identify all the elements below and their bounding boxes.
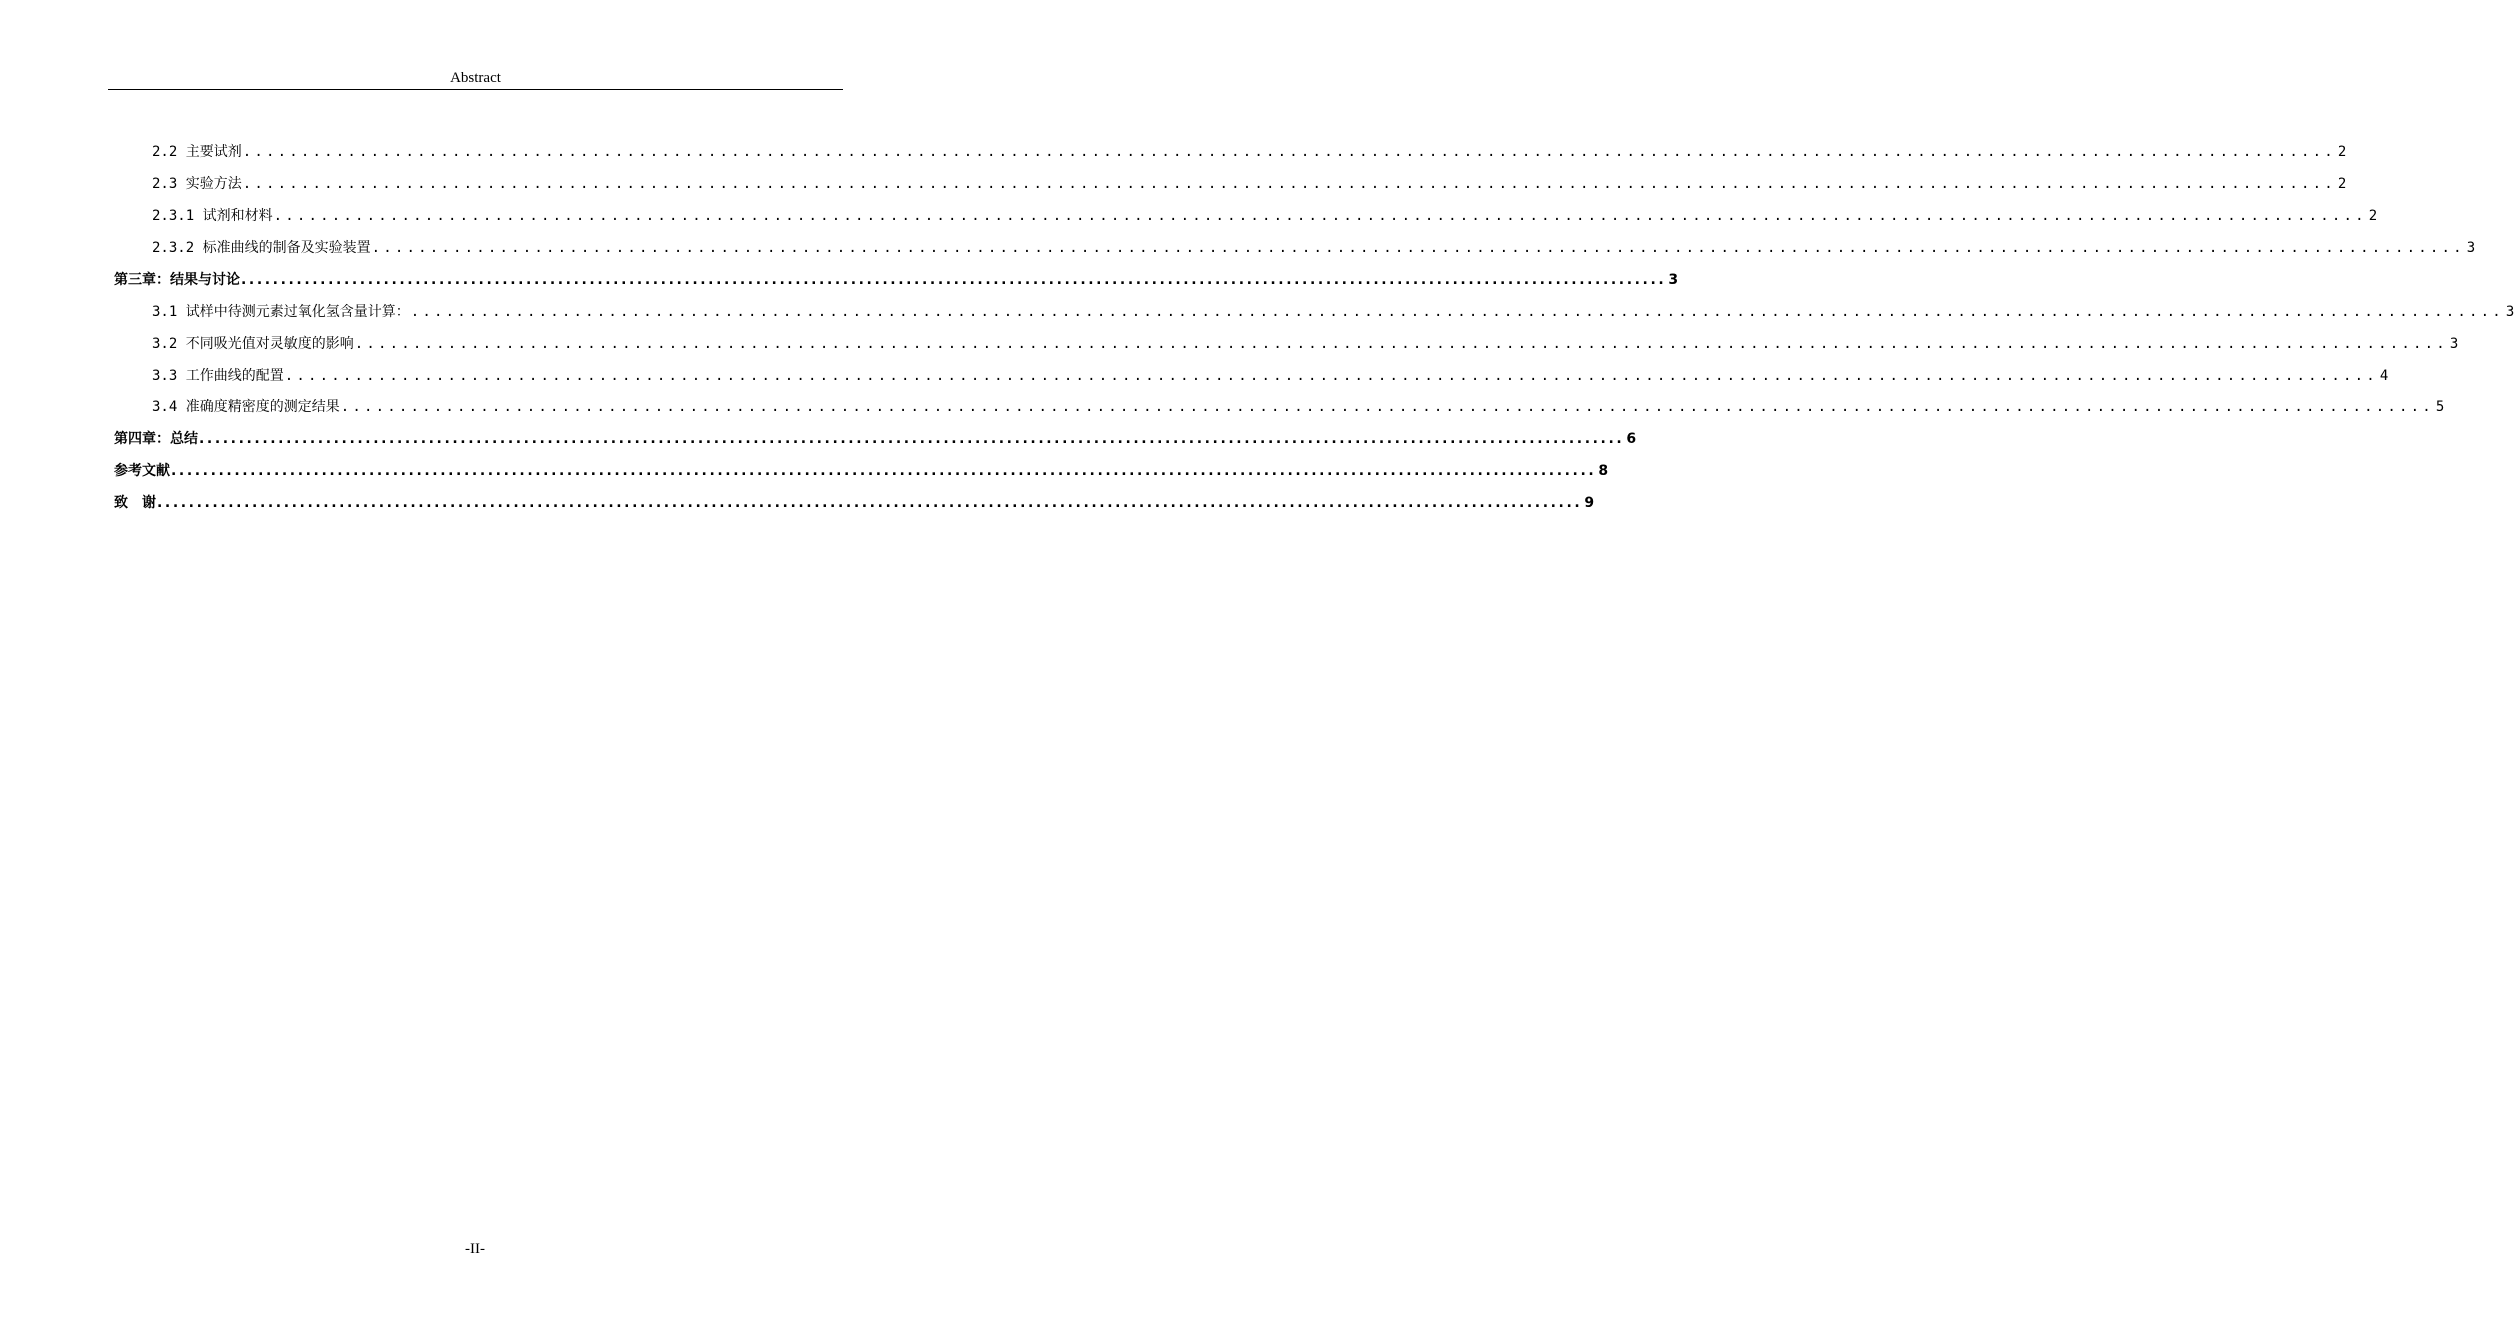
toc-entry-chapter-3[interactable] — [114, 269, 1679, 289]
page-header — [108, 70, 843, 90]
toc-entry-label: 2.3.1 试剂和材料 — [152, 208, 273, 224]
toc-entry-page: 6 — [1626, 431, 1637, 447]
toc-leader-dots: .................................................................................................................................................................................... — [340, 399, 2434, 415]
toc-leader-dots: .................................................................................................................................................................................... — [273, 208, 2367, 224]
toc-entry-label: 2.3.2 标准曲线的制备及实验装置 — [152, 240, 371, 256]
toc-entry-3-2[interactable] — [152, 333, 2459, 353]
toc-entry-page: 3 — [2449, 336, 2459, 352]
toc-entry-page: 3 — [2466, 240, 2476, 256]
toc-entry-page: 5 — [2435, 399, 2445, 415]
toc-entry-2-3-1[interactable] — [152, 205, 2378, 225]
toc-entry-page: 2 — [2368, 208, 2378, 224]
toc-leader-dots: .................................................................................................................................................................................... — [157, 495, 1583, 511]
toc-entry-page: 9 — [1584, 495, 1595, 511]
toc-entry-label: 第三章：结果与讨论 — [114, 272, 240, 288]
toc-entry-2-3[interactable] — [152, 173, 2347, 193]
toc-entry-label: 2.3 实验方法 — [152, 176, 242, 192]
page-number: -II- — [465, 1241, 485, 1257]
toc-leader-dots: .................................................................................................................................................................................... — [241, 272, 1667, 288]
toc-leader-dots: .................................................................................................................................................................................... — [354, 336, 2448, 352]
toc-entry-2-3-2[interactable] — [152, 237, 2476, 257]
toc-leader-dots: .................................................................................................................................................................................... — [371, 240, 2465, 256]
page-footer — [0, 1241, 950, 1258]
toc-entry-page: 3 — [1668, 272, 1679, 288]
toc-entry-label: 2.2 主要试剂 — [152, 144, 242, 160]
toc-entry-label: 3.2 不同吸光值对灵敏度的影响 — [152, 336, 354, 352]
toc-entry-page: 3 — [2505, 304, 2514, 320]
toc-entry-label: 3.3 工作曲线的配置 — [152, 368, 284, 384]
toc-entry-chapter-4[interactable] — [114, 428, 1637, 448]
toc-entry-label: 3.1 试样中待测元素过氧化氢含量计算： — [152, 304, 410, 320]
header-title: Abstract — [450, 70, 501, 86]
toc-leader-dots: .................................................................................................................................................................................... — [242, 176, 2336, 192]
toc-entry-acknowledgements[interactable] — [114, 492, 1595, 512]
toc-leader-dots: .................................................................................................................................................................................... — [284, 368, 2378, 384]
toc-entry-label: 参考文献 — [114, 463, 170, 479]
toc-entry-page: 2 — [2337, 176, 2347, 192]
toc-entry-label: 3.4 准确度精密度的测定结果 — [152, 399, 340, 415]
toc-leader-dots: .................................................................................................................................................................................... — [410, 304, 2504, 320]
toc-entry-page: 2 — [2337, 144, 2347, 160]
toc-entry-page: 4 — [2379, 368, 2389, 384]
toc-leader-dots: .................................................................................................................................................................................... — [171, 463, 1597, 479]
toc-entry-label: 第四章：总结 — [114, 431, 198, 447]
toc-entry-3-3[interactable] — [152, 365, 2389, 385]
toc-leader-dots: .................................................................................................................................................................................... — [242, 144, 2336, 160]
toc-entry-label: 致 谢 — [114, 495, 156, 511]
toc-entry-3-4[interactable] — [152, 396, 2445, 416]
toc-leader-dots: .................................................................................................................................................................................... — [199, 431, 1625, 447]
toc-entry-references[interactable] — [114, 460, 1609, 480]
toc-entry-page: 8 — [1598, 463, 1609, 479]
toc-entry-3-1[interactable] — [152, 301, 2514, 321]
toc-entry-2-2[interactable] — [152, 141, 2347, 161]
